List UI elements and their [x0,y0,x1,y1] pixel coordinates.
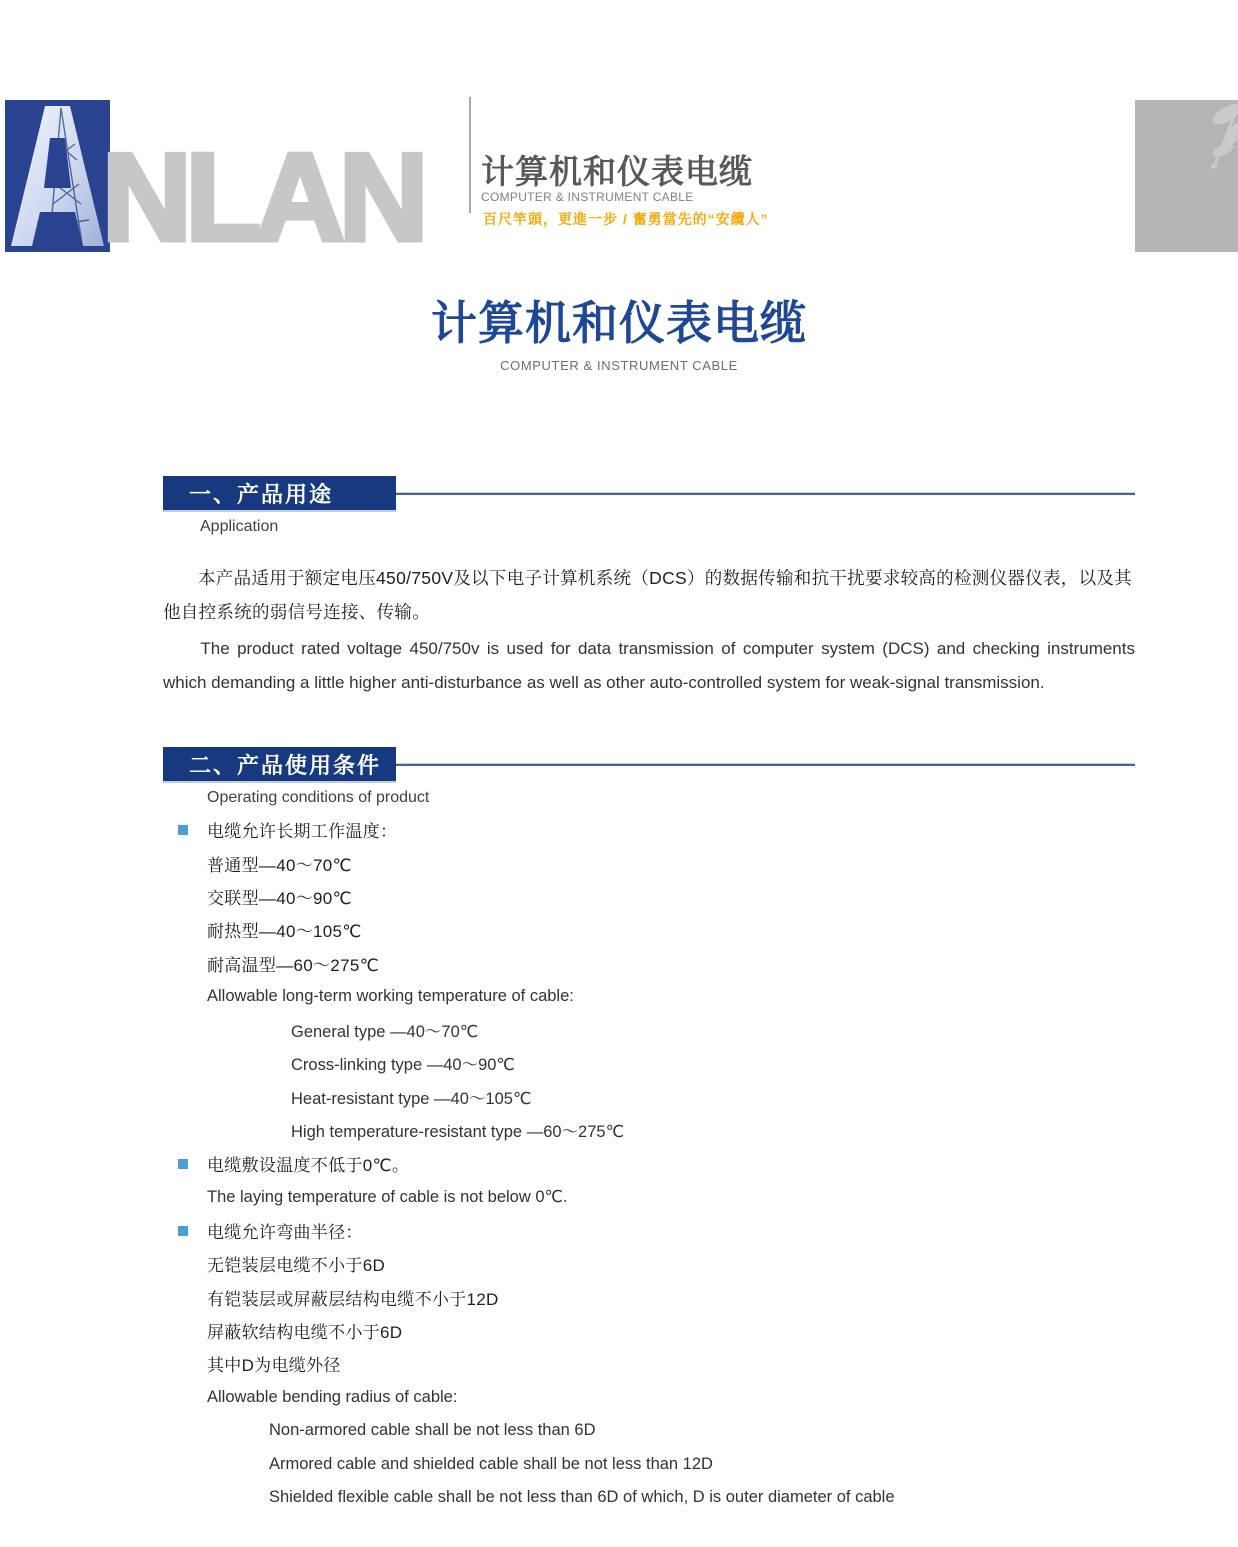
condition-line [163,1314,1135,1347]
condition-text: 普通型—40～70℃ [207,855,352,875]
condition-text: The laying temperature of cable is not below 0℃. [207,1187,568,1206]
condition-line [163,1447,1135,1480]
condition-text: 有铠装层或屏蔽层结构电缆不小于12D [207,1289,499,1309]
condition-line [163,1347,1135,1380]
section-application-header [163,476,1135,510]
page-title: 计算机和仪表电缆 [431,297,807,349]
condition-line [163,880,1135,913]
condition-text: 耐热型—40～105℃ [207,922,362,942]
condition-text: Cross-linking type —40～90℃ [291,1056,515,1075]
condition-text: General type —40～70℃ [291,1023,479,1042]
condition-line [163,1147,1135,1180]
condition-text: 电缆敷设温度不低于0℃。 [207,1156,410,1176]
section-conditions-subheading: Operating conditions of product [207,789,430,806]
condition-text: 电缆允许长期工作温度： [207,822,398,842]
application-paragraph-en: The product rated voltage 450/750v is used for data transmission of computer system (DCS) and checking instruments which demanding a little higher anti-disturbance as well as other auto-controlled system for weak-signal transmission. [163,639,1135,692]
section-application-heading: 一、产品用途 [163,476,396,510]
bullet-square-icon [178,825,188,835]
condition-text: 电缆允许弯曲半径： [207,1222,363,1242]
condition-line [163,1180,1135,1213]
section-rule [396,492,1135,495]
condition-text: High temperature-resistant type —60～275℃ [291,1123,625,1142]
logo-text: NLAN [102,129,423,267]
condition-line [163,1481,1135,1514]
condition-line [163,1280,1135,1313]
condition-line [163,1047,1135,1080]
condition-text: 耐高温型—60～275℃ [207,955,379,975]
application-paragraph-cn: 本产品适用于额定电压450/750V及以下电子计算机系统（DCS）的数据传输和抗干扰要求较高的检测仪器仪表，以及其他自控系统的弱信号连接、传输。 [163,568,1132,622]
condition-line [163,1013,1135,1046]
condition-text: 无铠装层电缆不小于6D [207,1256,386,1276]
section-application-subheading: Application [200,518,279,535]
condition-text: Armored cable and shielded cable shall be not less than 12D [269,1454,713,1473]
document-title-block [0,297,1238,373]
condition-line [163,1414,1135,1447]
condition-text: Allowable bending radius of cable: [207,1387,458,1406]
condition-line [163,813,1135,846]
header-divider [469,97,471,213]
page-subtitle: COMPUTER & INSTRUMENT CABLE [500,358,738,373]
condition-line [163,1247,1135,1280]
condition-text: Heat-resistant type —40～105℃ [291,1089,532,1108]
condition-text: Shielded flexible cable shall be not less than 6D of which, D is outer diameter of cable [269,1488,895,1506]
condition-line [163,1381,1135,1414]
bullet-square-icon [178,1159,188,1169]
condition-text: Allowable long-term working temperature of cable: [207,987,574,1006]
header-title-cn: 计算机和仪表电缆 [481,153,753,190]
conditions-list [163,813,1135,1514]
section-rule [396,763,1135,766]
bullet-square-icon [178,1226,188,1236]
condition-text: 交联型—40～90℃ [207,888,352,908]
condition-line [163,1214,1135,1247]
condition-line [163,1080,1135,1113]
corner-leaf-decoration [1135,100,1238,252]
header-tagline: 百尺竿頭，更進一步 / 奮勇當先的“安纜人” [483,211,769,227]
condition-text: 其中D为电缆外径 [207,1356,341,1376]
header-title-en: COMPUTER & INSTRUMENT CABLE [481,190,694,204]
condition-line [163,947,1135,980]
condition-line [163,1114,1135,1147]
section-conditions [163,747,1135,1514]
condition-line [163,980,1135,1013]
section-application [163,476,1135,716]
condition-text: 屏蔽软结构电缆不小于6D [207,1323,403,1343]
condition-line [163,846,1135,879]
section-conditions-heading: 二、产品使用条件 [163,747,396,781]
anlan-logo-a-icon [5,100,110,252]
condition-line [163,913,1135,946]
condition-text: Non-armored cable shall be not less than 6D [269,1421,596,1440]
section-conditions-header [163,747,1135,781]
